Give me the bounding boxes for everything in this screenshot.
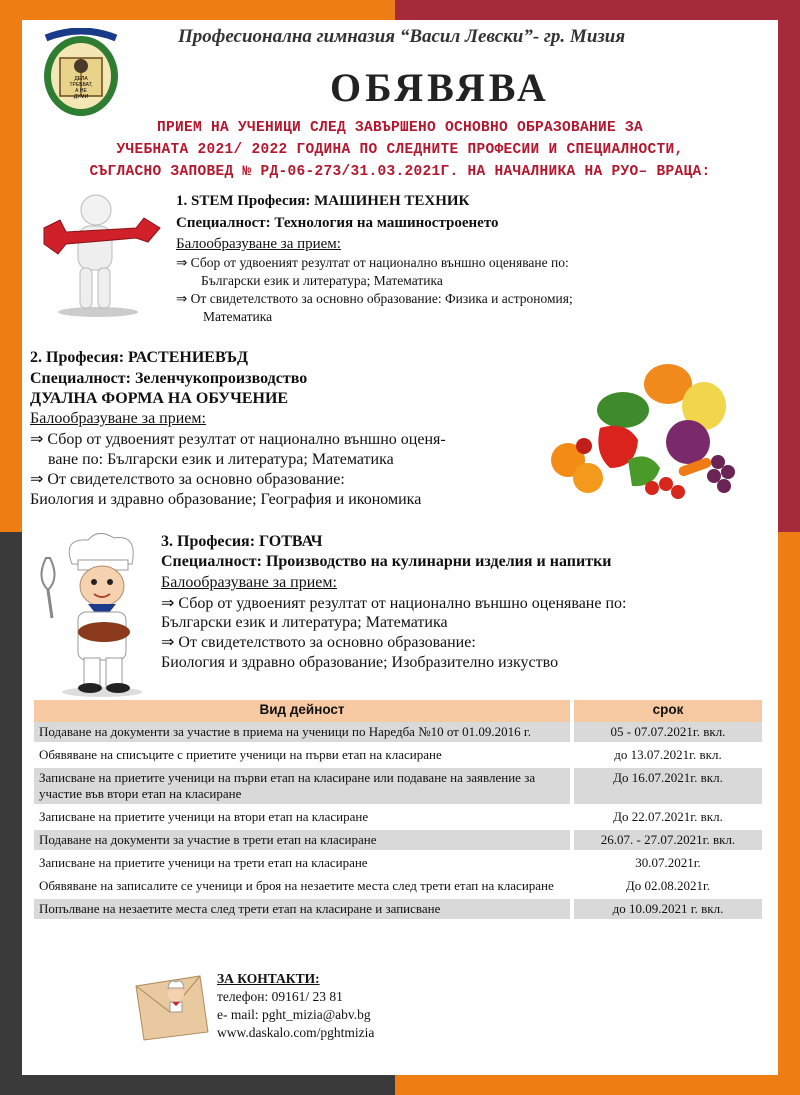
frame-orange-right [778,532,800,1095]
vegetables-icon [528,350,748,522]
section2-dual: ДУАЛНА ФОРМА НА ОБУЧЕНИЕ [30,390,289,407]
table-row [34,898,762,921]
table-header-row [34,700,762,722]
column-header-activity: Вид дейност [34,700,572,722]
section1-item2a: ⇒ От свидетелството за основно образование: Физика и астрономия; [176,291,573,306]
section1-scoring-label: Балообразуване за прием: [176,236,341,252]
logo-text-3: А НЕ [75,88,87,94]
contacts-block [217,970,374,1042]
section3-item1a: ⇒ Сбор от удвоеният резултат от национално външно оценяване по: [161,595,627,612]
wrench-figure-icon [36,188,168,318]
contacts-title: ЗА КОНТАКТИ: [217,971,320,986]
frame-dark-bottom [0,1075,395,1095]
logo-text-4: ДУМИ [73,94,89,100]
frame-maroon-right [778,0,800,532]
table-row [34,852,762,875]
activity-cell: Записване на приетите ученици на втори етап на класиране [34,806,572,829]
section3-scoring-label: Балообразуване за прием: [161,574,337,591]
section3-item2a: ⇒ От свидетелството за основно образование: [161,634,476,651]
deadline-cell: До 16.07.2021г. вкл. [572,767,762,806]
table-row [34,806,762,829]
column-header-deadline: срок [572,700,762,722]
schedule-table [34,700,762,922]
announce-heading: ОБЯВЯВА [330,65,550,110]
activity-cell: Обявяване на записалите се ученици и броя на незаетите места след трети етап на класиране [34,875,572,898]
section2-specialty: Специалност: Зеленчукопроизводство [30,370,308,387]
table-row [34,744,762,767]
section1-item1b: Български език и литература; Математика [201,273,443,288]
frame-orange-left [0,0,22,532]
section3-specialty: Специалност: Производство на кулинарни изделия и напитки [161,553,612,570]
table-row [34,875,762,898]
intro-line-2: УЧЕБНАТА 2021/ 2022 ГОДИНА ПО СЛЕДНИТЕ ПРОФЕСИИ И СПЕЦИАЛНОСТИ, [116,142,684,158]
section3-item1b: Български език и литература; Математика [161,614,448,631]
contact-card-icon [130,972,212,1042]
activity-cell: Записване на приетите ученици на трети етап на класиране [34,852,572,875]
deadline-cell: До 22.07.2021г. вкл. [572,806,762,829]
frame-orange-bottom [395,1075,800,1095]
table-row [34,767,762,806]
frame-dark-left [0,532,22,1095]
contact-email[interactable]: е- mail: pght_mizia@abv.bg [217,1007,371,1022]
section2-item1a: ⇒ Сбор от удвоеният резултат от национално външно оценя- [30,431,446,448]
section2-item1b: ване по: Български език и литература; Математика [48,451,394,468]
school-logo [40,28,122,118]
section1-title: 1. STEM Професия: МАШИНЕН ТЕХНИК [176,193,470,209]
chef-icon [32,528,162,698]
logo-text-1: ДЕЛА [74,76,88,82]
activity-cell: Попълване на незаетите места след трети етап на класиране и записване [34,898,572,921]
section1-item1a: ⇒ Сбор от удвоеният резултат от национално външно оценяване по: [176,255,569,270]
contact-website[interactable]: www.daskalo.com/pghtmizia [217,1025,375,1040]
section3-title: 3. Професия: ГОТВАЧ [161,533,323,550]
section3-item2b: Биология и здравно образование; Изобразително изкуство [161,654,559,671]
frame-orange-top [0,0,395,20]
school-name: Професионална гимназия “Васил Левски”- гр. Мизия [178,26,626,47]
section2-item2a: ⇒ От свидетелството за основно образование: [30,471,345,488]
deadline-cell: до 13.07.2021г. вкл. [572,744,762,767]
section1-specialty: Специалност: Технология на машиностроенето [176,215,499,231]
contact-phone: телефон: 09161/ 23 81 [217,989,343,1004]
section1-item2b: Математика [203,309,273,324]
deadline-cell: 26.07. - 27.07.2021г. вкл. [572,829,762,852]
activity-cell: Подаване на документи за участие в трети етап на класиране [34,829,572,852]
section2-scoring-label: Балообразуване за прием: [30,410,206,427]
activity-cell: Записване на приетите ученици на първи етап на класиране или подаване на заявление за участие във втори етап на класиране [34,767,572,806]
frame-maroon-top [395,0,800,20]
deadline-cell: 30.07.2021г. [572,852,762,875]
deadline-cell: До 02.08.2021г. [572,875,762,898]
table-row [34,722,762,744]
intro-line-1: ПРИЕМ НА УЧЕНИЦИ СЛЕД ЗАВЪРШЕНО ОСНОВНО ОБРАЗОВАНИЕ ЗА [156,120,644,136]
table-row [34,829,762,852]
section2-item2b: Биология и здравно образование; География и икономика [30,491,422,508]
activity-cell: Обявяване на списъците с приетите ученици на първи етап на класиране [34,744,572,767]
activity-cell: Подаване на документи за участие в приема на ученици по Наредба №10 от 01.09.2016 г. [34,722,572,744]
intro-line-3: СЪГЛАСНО ЗАПОВЕД № РД-06-273/31.03.2021Г. НА НАЧАЛНИКА НА РУО– ВРАЦА: [89,164,711,180]
logo-text-2: ТРЕБВАТ, [69,82,93,88]
section2-title: 2. Професия: РАСТЕНИЕВЪД [30,349,249,366]
deadline-cell: 05 - 07.07.2021г. вкл. [572,722,762,744]
deadline-cell: до 10.09.2021 г. вкл. [572,898,762,921]
